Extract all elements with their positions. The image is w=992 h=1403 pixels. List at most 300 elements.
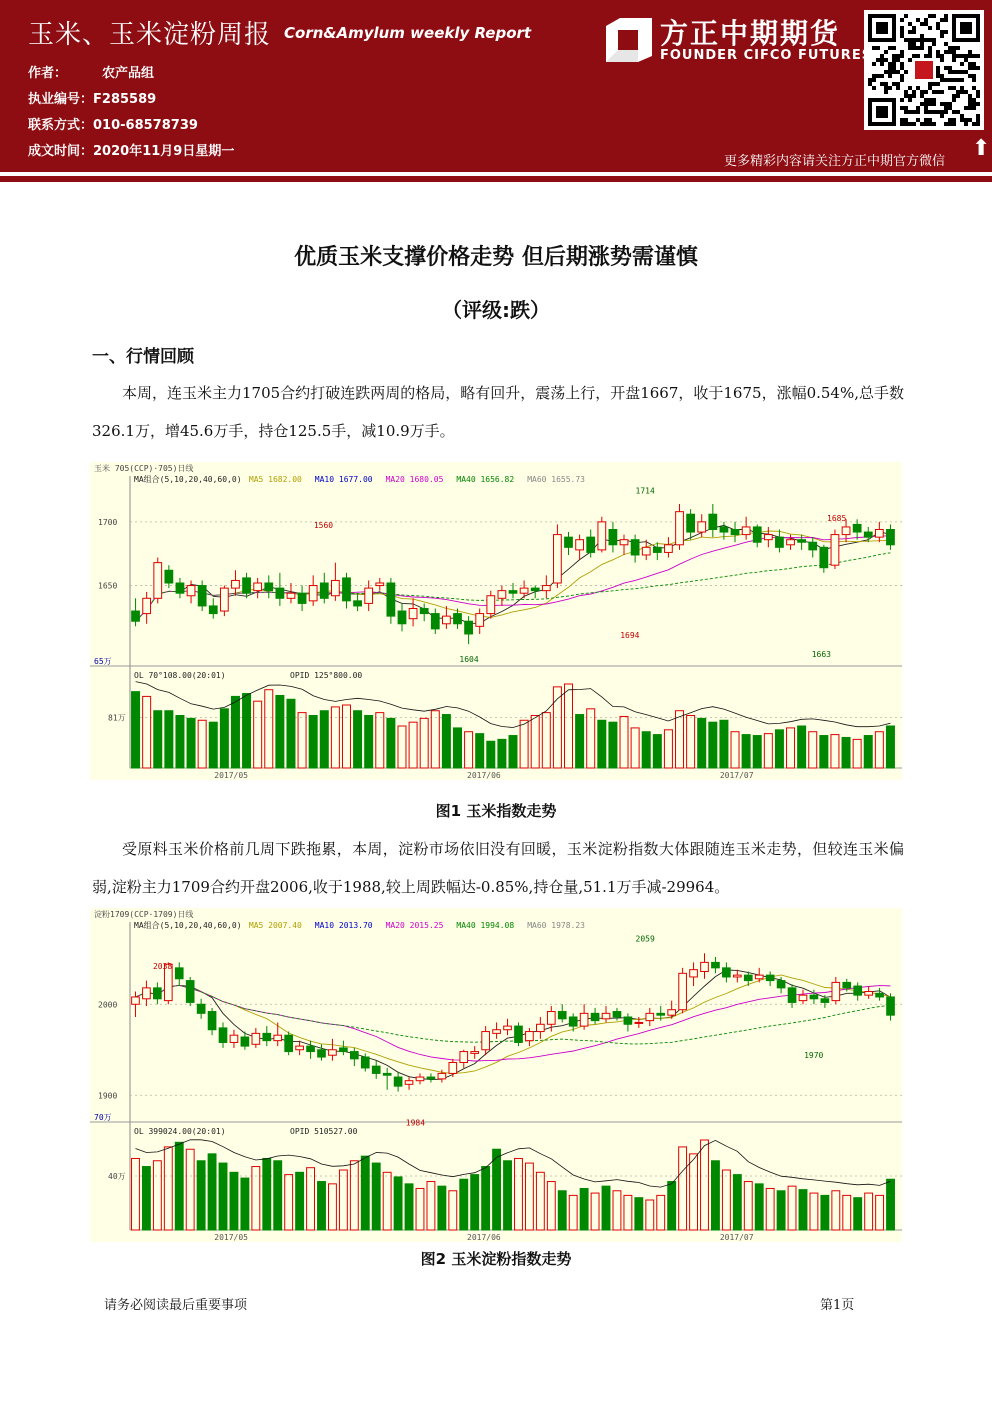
candle-body	[387, 583, 395, 616]
candle-body	[471, 1052, 479, 1054]
qr-module	[968, 118, 972, 122]
candle-body	[241, 1037, 249, 1046]
chart-header-text: 淀粉1709(CCP·1709)日线	[94, 910, 194, 919]
ma-legend-item: MA40 1656.82	[456, 475, 515, 484]
volume-bar	[558, 1191, 566, 1230]
qr-module	[940, 78, 944, 82]
candle-body	[657, 1013, 665, 1015]
candle-body	[665, 545, 673, 553]
volume-bar	[657, 1195, 665, 1230]
qr-module	[876, 46, 880, 50]
qr-module	[892, 54, 896, 58]
candle-body	[558, 1012, 566, 1019]
qr-module	[900, 62, 904, 66]
qr-module	[912, 122, 916, 126]
qr-module	[924, 122, 928, 126]
volume-bar	[265, 690, 273, 768]
candle-body	[587, 537, 595, 552]
contact-value: 010-68578739	[93, 118, 198, 133]
qr-module	[944, 18, 948, 22]
volume-bar	[832, 1191, 840, 1230]
qr-module	[920, 122, 924, 126]
candle-body	[509, 591, 517, 594]
volume-bar	[598, 720, 606, 768]
volume-bar	[442, 715, 450, 768]
qr-module	[968, 102, 972, 106]
candle-body	[476, 614, 484, 627]
ma-legend-item: MA20 2015.25	[385, 921, 444, 930]
date-tick-label: 2017/06	[467, 771, 501, 780]
volume-header: OL 399024.00(20:01)	[134, 1127, 226, 1136]
qr-module	[908, 122, 912, 126]
candle-body	[679, 973, 687, 1009]
volume-bar	[132, 692, 140, 768]
qr-module	[928, 14, 932, 18]
candle-body	[821, 999, 829, 1003]
qr-module	[948, 66, 952, 70]
volume-bar	[287, 699, 295, 768]
price-annotation: 1685	[827, 513, 847, 523]
qr-module	[892, 66, 896, 70]
qr-module	[900, 78, 904, 82]
qr-module	[904, 70, 908, 74]
candle-body	[383, 1073, 391, 1075]
qr-module	[956, 90, 960, 94]
qr-module	[956, 110, 960, 114]
qr-module	[912, 30, 916, 34]
footer-notice: 请务必阅读最后重要事项	[104, 1298, 248, 1313]
candle-body	[820, 547, 828, 567]
candle-body	[365, 588, 373, 603]
volume-bar	[620, 716, 628, 768]
candle-body	[307, 1046, 315, 1051]
qr-module	[892, 58, 896, 62]
candle-body	[143, 598, 151, 613]
qr-module	[976, 54, 980, 58]
volume-tick-label: 81万	[108, 713, 126, 723]
qr-module	[884, 58, 888, 62]
volume-bar	[254, 701, 262, 768]
qr-module	[936, 90, 940, 94]
candle-body	[460, 1052, 468, 1063]
volume-bar	[154, 711, 162, 768]
qr-module	[948, 86, 952, 90]
qr-module	[888, 86, 892, 90]
qr-module	[888, 70, 892, 74]
qr-module	[952, 46, 956, 50]
qr-module	[976, 118, 980, 122]
qr-module	[944, 50, 948, 54]
volume-bar	[383, 1172, 391, 1230]
volume-bar	[165, 711, 173, 768]
candle-body	[843, 982, 851, 987]
qr-module	[900, 26, 904, 30]
candle-body	[687, 514, 695, 532]
candle-body	[376, 583, 384, 586]
ma-legend-item: MA40 1994.08	[456, 921, 515, 930]
candle-body	[554, 535, 562, 583]
volume-bar	[876, 1195, 884, 1230]
candle-body	[318, 1050, 326, 1057]
qr-module	[976, 114, 980, 118]
qr-module	[880, 62, 884, 66]
qr-module	[900, 74, 904, 78]
qr-module	[924, 98, 928, 102]
candle-body	[285, 1035, 293, 1051]
qr-module	[952, 58, 956, 62]
qr-module	[928, 122, 932, 126]
candle-body	[232, 580, 240, 588]
volume-bar	[354, 711, 362, 768]
qr-module	[888, 74, 892, 78]
qr-module	[884, 86, 888, 90]
candle-body	[493, 1030, 501, 1034]
qr-module	[956, 46, 960, 50]
volume-bar	[339, 1170, 347, 1230]
qr-module	[920, 90, 924, 94]
candle-body	[465, 621, 473, 634]
candle-body	[853, 524, 861, 532]
volume-bar	[712, 1161, 720, 1230]
qr-module	[956, 78, 960, 82]
candle-body	[865, 992, 873, 996]
qr-module	[936, 54, 940, 58]
qr-module	[928, 110, 932, 114]
qr-module	[892, 46, 896, 50]
price-annotation: 1984	[405, 1118, 426, 1128]
candle-body	[764, 535, 772, 540]
candle-body	[653, 547, 661, 552]
qr-module	[916, 118, 920, 122]
qr-module	[952, 54, 956, 58]
candle-body	[598, 522, 606, 550]
ma-legend-item: MA5 1682.00	[248, 475, 302, 484]
qr-module	[948, 78, 952, 82]
volume-bar	[176, 716, 184, 769]
qr-module	[920, 38, 924, 42]
volume-bar	[509, 736, 517, 768]
qr-module	[972, 102, 976, 106]
qr-module	[964, 54, 968, 58]
volume-bar	[318, 1182, 326, 1230]
brand-name-cn: 方正中期期货	[660, 17, 841, 50]
qr-module	[928, 118, 932, 122]
qr-module	[908, 110, 912, 114]
wechat-qr-code[interactable]	[864, 10, 984, 130]
qr-module	[904, 14, 908, 18]
volume-bar	[787, 728, 795, 768]
volume-bar	[405, 1184, 413, 1230]
qr-module	[884, 50, 888, 54]
qr-module	[976, 94, 980, 98]
qr-module	[940, 102, 944, 106]
candle-body	[176, 583, 184, 593]
qr-module	[876, 58, 880, 62]
volume-bar	[676, 711, 684, 768]
candle-body	[372, 1066, 380, 1073]
date-tick-label: 2017/05	[214, 771, 248, 780]
qr-module	[932, 38, 936, 42]
date-tick-label: 2017/06	[467, 1233, 501, 1242]
candle-body	[698, 522, 706, 532]
candle-body	[252, 1033, 260, 1044]
volume-bar	[515, 1158, 523, 1230]
candle-body	[613, 1012, 621, 1017]
qr-module	[924, 118, 928, 122]
price-annotation: 1714	[635, 486, 655, 496]
qr-module	[972, 98, 976, 102]
qr-module	[920, 102, 924, 106]
qr-module	[904, 110, 908, 114]
volume-bar	[820, 736, 828, 768]
volume-bar	[698, 718, 706, 768]
qr-module	[976, 90, 980, 94]
candle-body	[350, 1052, 358, 1059]
qr-module	[944, 66, 948, 70]
qr-module	[888, 62, 892, 66]
candle-body	[766, 975, 774, 980]
volume-bar	[453, 728, 461, 768]
qr-module	[964, 106, 968, 110]
volume-bar	[309, 716, 317, 769]
candle-body	[799, 995, 807, 1000]
candle-body	[565, 537, 573, 547]
price-unit-label: 70万	[94, 1113, 112, 1122]
qr-module	[956, 70, 960, 74]
volume-bar	[843, 1195, 851, 1230]
volume-bar	[853, 739, 861, 768]
volume-bar	[742, 735, 750, 768]
volume-bar	[679, 1147, 687, 1230]
candle-body	[309, 586, 317, 601]
qr-module	[912, 110, 916, 114]
qr-module	[896, 54, 900, 58]
qr-module	[924, 90, 928, 94]
author-value: 农产品组	[102, 66, 155, 81]
candle-body	[676, 512, 684, 545]
figure-caption-1: 图1 玉米指数走势	[435, 802, 557, 820]
qr-module	[960, 90, 964, 94]
volume-bar	[602, 1186, 610, 1230]
qr-finder	[876, 22, 888, 34]
qr-module	[868, 82, 872, 86]
volume-bar	[387, 718, 395, 768]
qr-module	[904, 90, 908, 94]
volume-bar	[209, 722, 217, 768]
qr-module	[900, 98, 904, 102]
license-row	[28, 88, 156, 107]
qr-module	[956, 94, 960, 98]
volume-bar	[164, 1147, 172, 1230]
volume-bar	[664, 730, 672, 768]
volume-bar	[709, 722, 717, 768]
qr-module	[900, 118, 904, 122]
qr-module	[932, 14, 936, 18]
qr-module	[920, 42, 924, 46]
candle-body	[431, 614, 439, 629]
date-value: 2020年11月9日星期一	[93, 144, 235, 159]
qr-module	[920, 94, 924, 98]
volume-bar	[241, 1178, 249, 1230]
volume-bar	[720, 720, 728, 768]
volume-bar	[722, 1170, 730, 1230]
candle-body	[443, 616, 451, 624]
qr-module	[912, 38, 916, 42]
candle-body	[343, 578, 351, 601]
volume-bar	[372, 1163, 380, 1230]
candle-body	[668, 1010, 676, 1015]
candle-body	[409, 608, 417, 618]
candle-body	[154, 563, 162, 599]
candle-body	[777, 981, 785, 988]
header-divider	[0, 176, 992, 182]
ma-legend-item: MA20 1680.05	[385, 475, 444, 484]
qr-module	[940, 74, 944, 78]
candle-body	[276, 588, 284, 598]
founder-logo-icon	[604, 16, 654, 64]
volume-bar	[777, 1191, 785, 1230]
volume-bar	[531, 716, 539, 769]
price-annotation: 1694	[620, 630, 640, 640]
qr-module	[968, 94, 972, 98]
qr-module	[932, 110, 936, 114]
candle-body	[329, 1050, 337, 1055]
qr-module	[880, 58, 884, 62]
volume-bar	[187, 718, 195, 768]
qr-module	[960, 114, 964, 118]
volume-bar	[320, 711, 328, 768]
qr-module	[880, 74, 884, 78]
qr-module	[968, 74, 972, 78]
candle-body	[631, 540, 639, 555]
volume-bar	[142, 1167, 150, 1230]
volume-bar	[775, 730, 783, 768]
qr-module	[928, 86, 932, 90]
volume-bar	[580, 1188, 588, 1230]
qr-module	[948, 102, 952, 106]
qr-module	[912, 46, 916, 50]
qr-module	[904, 94, 908, 98]
volume-bar	[198, 720, 206, 768]
candle-body	[143, 988, 151, 999]
candle-body	[320, 583, 328, 598]
qr-module	[960, 70, 964, 74]
candle-body	[132, 997, 140, 1004]
qr-module	[880, 82, 884, 86]
volume-bar	[263, 1158, 271, 1230]
license-value: F285589	[93, 92, 157, 107]
volume-bar	[376, 713, 384, 768]
date-label: 成文时间：	[28, 144, 94, 159]
volume-bar	[809, 732, 817, 768]
volume-bar	[361, 1156, 369, 1230]
price-tick-label: 1650	[98, 581, 118, 591]
price-tick-label: 1900	[98, 1091, 118, 1101]
volume-bar	[394, 1177, 402, 1230]
candle-body	[887, 997, 895, 1015]
price-annotation: 2038	[152, 961, 173, 971]
volume-bar	[427, 1182, 435, 1230]
qr-module	[924, 106, 928, 110]
qr-module	[916, 86, 920, 90]
qr-module	[928, 50, 932, 54]
qr-module	[896, 58, 900, 62]
volume-bar	[821, 1195, 829, 1230]
volume-bar	[690, 1154, 698, 1230]
volume-bar	[420, 718, 428, 768]
volume-tick-label: 40万	[108, 1172, 126, 1181]
candle-body	[731, 529, 739, 534]
candle-body	[487, 596, 495, 614]
candle-body	[576, 540, 584, 550]
qr-module	[916, 18, 920, 22]
candle-body	[712, 962, 720, 967]
contact-label: 联系方式：	[28, 118, 94, 133]
price-annotation: 1663	[811, 649, 832, 659]
candle-body	[405, 1081, 413, 1085]
qr-module	[924, 102, 928, 106]
candle-body	[198, 586, 206, 606]
volume-bar	[576, 715, 584, 768]
qr-module	[908, 46, 912, 50]
qr-module	[920, 34, 924, 38]
qr-module	[916, 54, 920, 58]
qr-module	[936, 26, 940, 30]
candle-body	[876, 993, 884, 997]
paragraph-starch: 受原料玉米价格前几周下跌拖累，本周，淀粉市场依旧没有回暖，玉米淀粉指数大体跟随连玉米走势，但较连玉米偏弱,淀粉主力1709合约开盘2006,收于1988,较上周跌幅达-0.85%,持仓量,51.1万手减-29964。	[92, 840, 904, 896]
volume-bar	[416, 1188, 424, 1230]
qr-module	[900, 54, 904, 58]
qr-module	[920, 46, 924, 50]
candle-body	[842, 527, 850, 535]
candle-body	[298, 593, 306, 603]
candle-body	[526, 1032, 534, 1041]
candle-body	[887, 529, 895, 544]
qr-module	[908, 38, 912, 42]
candle-body	[720, 527, 728, 532]
candle-body	[624, 1017, 632, 1024]
section-heading-review: 一、行情回顾	[92, 347, 194, 367]
qr-module	[964, 70, 968, 74]
article-title: 优质玉米支撑价格走势 但后期涨势需谨慎	[294, 245, 698, 270]
author-label: 作者：	[28, 66, 68, 81]
ma-legend-item: MA组合(5,10,20,40,60,0)	[134, 921, 242, 930]
candle-body	[744, 975, 752, 980]
candle-body	[427, 1077, 435, 1079]
candle-body	[723, 968, 731, 977]
candle-body	[733, 975, 741, 977]
qr-module	[948, 50, 952, 54]
price-annotation: 2059	[635, 934, 655, 944]
qr-module	[896, 82, 900, 86]
qr-module	[932, 102, 936, 106]
qr-module	[936, 66, 940, 70]
volume-bar	[810, 1193, 818, 1230]
candle-body	[274, 1035, 282, 1040]
candle-body	[620, 540, 628, 545]
volume-bar	[886, 726, 894, 768]
volume-bar	[431, 711, 439, 768]
candle-body	[265, 583, 273, 591]
volume-bar	[842, 737, 850, 768]
volume-bar	[298, 713, 306, 768]
volume-bar	[175, 1142, 183, 1230]
qr-module	[928, 26, 932, 30]
report-subtitle: Corn&Amylum weekly Report	[284, 24, 532, 42]
qr-module	[896, 86, 900, 90]
candle-body	[788, 988, 796, 1003]
candle-body	[591, 1013, 599, 1020]
